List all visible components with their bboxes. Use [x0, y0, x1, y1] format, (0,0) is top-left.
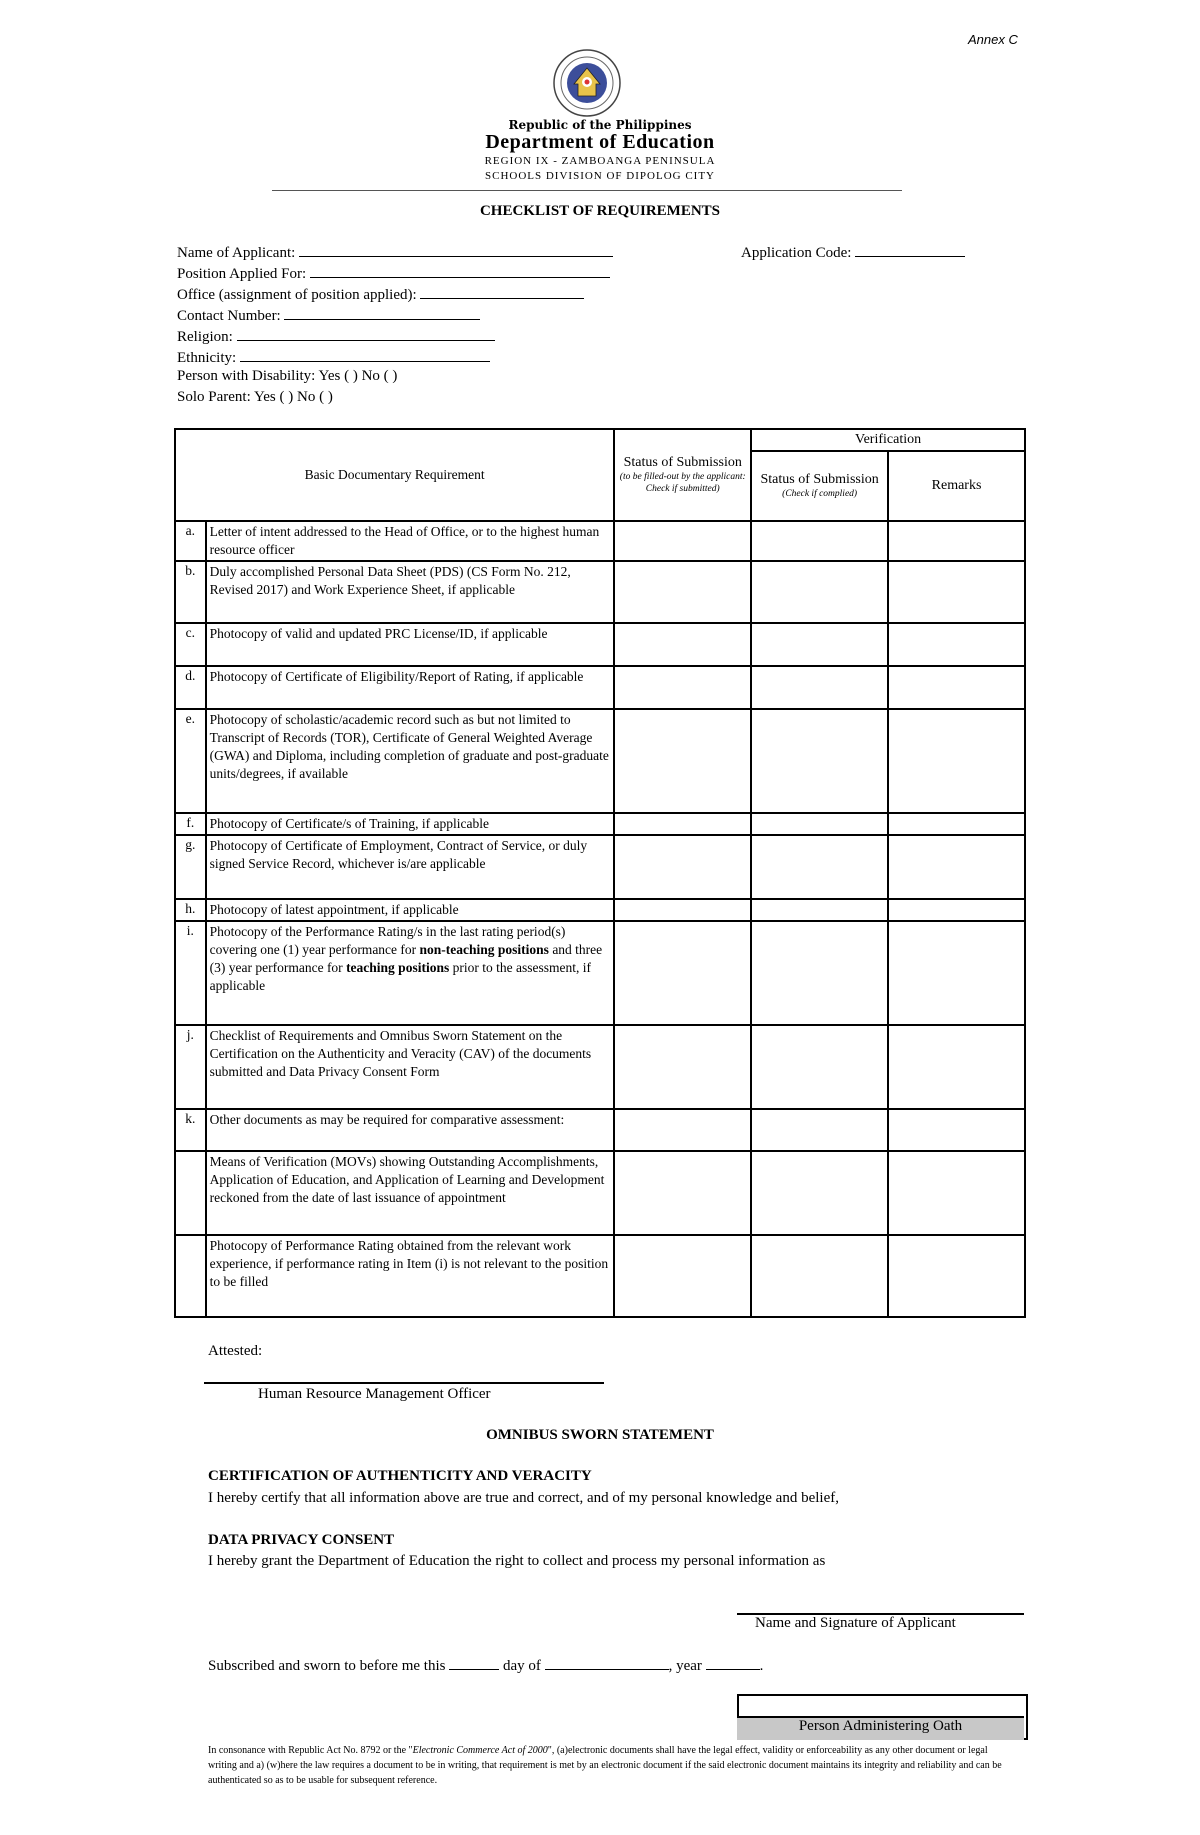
row-letter: k. — [175, 1109, 206, 1151]
status-cell[interactable] — [614, 666, 751, 709]
applicant-signature-label: Name and Signature of Applicant — [755, 1615, 956, 1631]
row-letter — [175, 1235, 206, 1317]
table-row — [175, 561, 1025, 623]
row-letter: c. — [175, 623, 206, 666]
solo-parent-field[interactable]: Solo Parent: Yes ( ) No ( ) — [177, 389, 333, 405]
ethnicity-blank[interactable] — [240, 347, 490, 362]
table-row — [175, 835, 1025, 899]
row-text-part: prior to the assessment, if applicable — [209, 960, 591, 993]
sworn-text-c: , year — [668, 1658, 702, 1674]
status-cell[interactable] — [614, 1151, 751, 1235]
remarks-cell[interactable] — [888, 709, 1025, 813]
row-text: Photocopy of Certificate/s of Training, if applicable — [206, 813, 615, 835]
remarks-cell[interactable] — [888, 521, 1025, 561]
row-letter: a. — [175, 521, 206, 561]
footnote-text-a: In consonance with Republic Act No. 8792 or the " — [208, 1745, 413, 1756]
row-text: Photocopy of Certificate of Employment, Contract of Service, or duly signed Service Record, whichever is/are applicable — [206, 835, 615, 899]
verification-cell[interactable] — [751, 899, 888, 921]
row-letter: i. — [175, 921, 206, 1025]
row-letter — [175, 1151, 206, 1235]
verification-cell[interactable] — [751, 709, 888, 813]
ethnicity-field[interactable] — [177, 347, 490, 367]
name-label: Name of Applicant: — [177, 245, 296, 261]
header-ver-status-label: Status of Submission — [760, 472, 879, 487]
footnote-text-c: ", (a)electronic documents shall have the legal effect, validity or enforceability as any other document or legal writing and a) (w)here the law requires a document to be in writing, that requirement is met by an electronic document if the said electronic document maintains its integrity and reliability and can be authenticated so as to be usable for subsequent reference. — [208, 1745, 1002, 1786]
remarks-cell[interactable] — [888, 1109, 1025, 1151]
remarks-cell[interactable] — [888, 1025, 1025, 1109]
row-text: Duly accomplished Personal Data Sheet (PDS) (CS Form No. 212, Revised 2017) and Work Experience Sheet, if applicable — [206, 561, 615, 623]
region-heading: REGION IX - ZAMBOANGA PENINSULA — [484, 155, 716, 167]
dpc-text: I hereby grant the Department of Education the right to collect and process my personal information as — [208, 1553, 826, 1569]
verification-cell[interactable] — [751, 921, 888, 1025]
header-ver-status — [751, 451, 888, 521]
verification-cell[interactable] — [751, 521, 888, 561]
row-letter: h. — [175, 899, 206, 921]
pwd-field[interactable]: Person with Disability: Yes ( ) No ( ) — [177, 368, 398, 384]
remarks-cell[interactable] — [888, 623, 1025, 666]
verification-cell[interactable] — [751, 813, 888, 835]
row-text-part: and three (3) year performance for — [209, 942, 603, 975]
status-cell[interactable] — [614, 709, 751, 813]
verification-cell[interactable] — [751, 666, 888, 709]
sworn-text-b: day of — [502, 1658, 541, 1674]
header-verification: Verification — [751, 429, 1025, 451]
footnote-act-name: Electronic Commerce Act of 2000 — [412, 1745, 548, 1756]
religion-blank[interactable] — [237, 326, 495, 341]
header-status-label: Status of Submission — [623, 455, 742, 470]
name-field[interactable] — [177, 242, 613, 262]
contact-blank[interactable] — [284, 305, 480, 320]
annex-label: Annex C — [968, 32, 1018, 47]
contact-label: Contact Number: — [177, 308, 281, 324]
remarks-cell[interactable] — [888, 835, 1025, 899]
row-text — [206, 921, 615, 1025]
table-row — [175, 1109, 1025, 1151]
status-cell[interactable] — [614, 835, 751, 899]
verification-cell[interactable] — [751, 835, 888, 899]
table-row — [175, 1025, 1025, 1109]
dpc-title: DATA PRIVACY CONSENT — [208, 1532, 395, 1548]
republic-heading: Republic of the Philippines — [508, 118, 692, 132]
application-code-label: Application Code: — [741, 245, 852, 261]
row-letter: b. — [175, 561, 206, 623]
office-blank[interactable] — [420, 284, 584, 299]
table-row — [175, 666, 1025, 709]
sworn-text-a: Subscribed and sworn to before me this — [208, 1658, 446, 1674]
sworn-day-blank[interactable] — [449, 1655, 499, 1670]
row-text-bold: non-teaching positions — [419, 942, 549, 957]
division-heading: SCHOOLS DIVISION OF DIPOLOG CITY — [484, 170, 715, 182]
status-cell[interactable] — [614, 1235, 751, 1317]
status-cell[interactable] — [614, 813, 751, 835]
header-requirement: Basic Documentary Requirement — [175, 429, 614, 521]
row-text-bold: teaching positions — [346, 960, 450, 975]
verification-cell[interactable] — [751, 1025, 888, 1109]
remarks-cell[interactable] — [888, 561, 1025, 623]
remarks-cell[interactable] — [888, 921, 1025, 1025]
table-row — [175, 1151, 1025, 1235]
table-row — [175, 709, 1025, 813]
attested-label: Attested: — [208, 1343, 263, 1359]
remarks-cell[interactable] — [888, 1235, 1025, 1317]
religion-label: Religion: — [177, 329, 233, 345]
row-text: Photocopy of Certificate of Eligibility/Report of Rating, if applicable — [206, 666, 615, 709]
status-cell[interactable] — [614, 1109, 751, 1151]
row-text: Photocopy of scholastic/academic record such as but not limited to Transcript of Records (TOR), Certificate of General Weighted Average (GWA) and Diploma, including completion of graduate and post-graduate units/degrees, if available — [206, 709, 615, 813]
verification-cell[interactable] — [751, 561, 888, 623]
sworn-statement — [208, 1655, 763, 1675]
row-text: Letter of intent addressed to the Head of Office, or to the highest human resource officer — [206, 521, 615, 561]
row-letter: f. — [175, 813, 206, 835]
status-cell[interactable] — [614, 921, 751, 1025]
table-row — [175, 813, 1025, 835]
deped-seal-logo — [552, 48, 622, 118]
oath-label: Person Administering Oath — [737, 1716, 1024, 1740]
contact-field[interactable] — [177, 305, 480, 325]
status-cell[interactable] — [614, 623, 751, 666]
hrmo-label: Human Resource Management Officer — [258, 1386, 491, 1402]
status-cell[interactable] — [614, 561, 751, 623]
row-text: Checklist of Requirements and Omnibus Sworn Statement on the Certification on the Authenticity and Veracity (CAV) of the documents submitted and Data Privacy Consent Form — [206, 1025, 615, 1109]
footnote — [208, 1743, 1018, 1788]
ethnicity-label: Ethnicity: — [177, 350, 237, 366]
cav-text: I hereby certify that all information above are true and correct, and of my personal knowledge and belief, — [208, 1490, 839, 1506]
remarks-cell[interactable] — [888, 1151, 1025, 1235]
row-text: Means of Verification (MOVs) showing Outstanding Accomplishments, Application of Education, and Application of Learning and Development reckoned from the date of last issuance of appointment — [206, 1151, 615, 1235]
cav-title: CERTIFICATION OF AUTHENTICITY AND VERACITY — [208, 1468, 592, 1484]
verification-cell[interactable] — [751, 1151, 888, 1235]
department-heading: Department of Education — [485, 131, 715, 153]
row-letter: j. — [175, 1025, 206, 1109]
remarks-cell[interactable] — [888, 899, 1025, 921]
omnibus-title: OMNIBUS SWORN STATEMENT — [486, 1427, 714, 1443]
header-divider — [272, 190, 902, 191]
table-row — [175, 623, 1025, 666]
header-remarks: Remarks — [888, 451, 1025, 521]
row-text-part: Photocopy of the Performance Rating/s in the last rating period(s) covering one (1) year performance for — [209, 924, 566, 957]
remarks-cell[interactable] — [888, 666, 1025, 709]
office-label: Office (assignment of position applied): — [177, 287, 417, 303]
status-cell[interactable] — [614, 521, 751, 561]
office-field[interactable] — [177, 284, 584, 304]
row-text: Photocopy of latest appointment, if applicable — [206, 899, 615, 921]
row-letter: g. — [175, 835, 206, 899]
status-cell[interactable] — [614, 1025, 751, 1109]
name-blank[interactable] — [299, 242, 613, 257]
application-code-field[interactable] — [741, 242, 965, 262]
header-status-note: (to be filled-out by the applicant: Check if submitted) — [619, 472, 746, 494]
verification-cell[interactable] — [751, 623, 888, 666]
sworn-month-blank[interactable] — [545, 1655, 669, 1670]
position-blank[interactable] — [310, 263, 610, 278]
row-text: Photocopy of Performance Rating obtained from the relevant work experience, if performance rating in Item (i) is not relevant to the position to be filled — [206, 1235, 615, 1317]
sworn-year-blank[interactable] — [706, 1655, 760, 1670]
row-letter: d. — [175, 666, 206, 709]
position-field[interactable] — [177, 263, 610, 283]
page-title: CHECKLIST OF REQUIREMENTS — [479, 203, 721, 219]
header-ver-status-note: (Check if complied) — [782, 489, 858, 499]
application-code-blank[interactable] — [855, 242, 965, 257]
status-cell[interactable] — [614, 899, 751, 921]
row-letter: e. — [175, 709, 206, 813]
religion-field[interactable] — [177, 326, 495, 346]
verification-cell[interactable] — [751, 1235, 888, 1317]
table-row — [175, 921, 1025, 1025]
remarks-cell[interactable] — [888, 813, 1025, 835]
sworn-text-d: . — [759, 1658, 764, 1674]
requirements-table — [174, 428, 1026, 1318]
verification-cell[interactable] — [751, 1109, 888, 1151]
table-row — [175, 899, 1025, 921]
position-label: Position Applied For: — [177, 266, 307, 282]
table-row — [175, 521, 1025, 561]
header-status — [614, 429, 751, 521]
row-text: Photocopy of valid and updated PRC License/ID, if applicable — [206, 623, 615, 666]
row-text: Other documents as may be required for comparative assessment: — [206, 1109, 615, 1151]
hrmo-signature-line[interactable] — [204, 1382, 604, 1384]
table-row — [175, 1235, 1025, 1317]
